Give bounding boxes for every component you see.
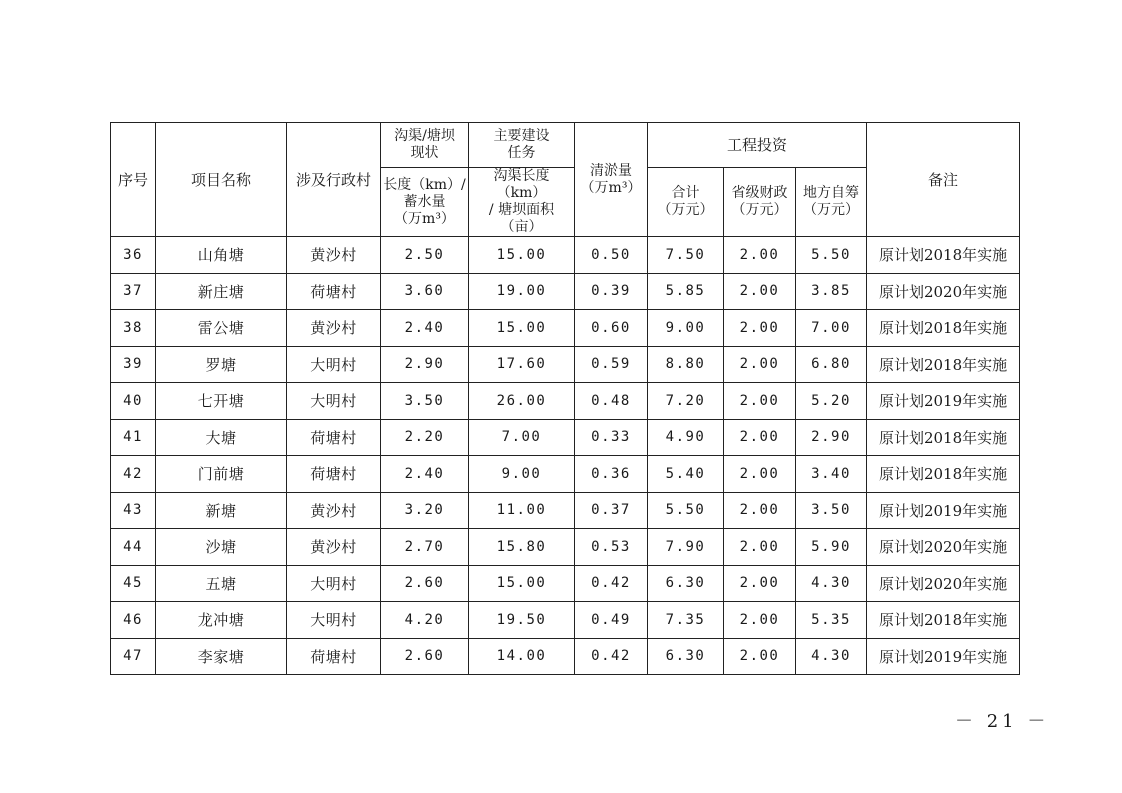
cell-dredge: 0.50 (575, 237, 648, 274)
cell-remark: 原计划2020年实施 (867, 529, 1020, 566)
cell-status: 2.40 (381, 456, 469, 493)
cell-invest-local: 3.50 (796, 492, 867, 529)
cell-dredge: 0.42 (575, 565, 648, 602)
cell-project-name: 大塘 (156, 419, 287, 456)
cell-status: 2.60 (381, 638, 469, 675)
cell-project-name: 龙冲塘 (156, 602, 287, 639)
cell-invest-province: 2.00 (724, 237, 796, 274)
header-status-sub: 长度（km）/ 蓄水量 （万m³） (381, 168, 469, 237)
cell-invest-total: 5.50 (648, 492, 724, 529)
table-body (111, 237, 1020, 675)
cell-dredge: 0.39 (575, 273, 648, 310)
cell-invest-local: 5.90 (796, 529, 867, 566)
cell-village: 黄沙村 (287, 237, 381, 274)
table-row (111, 602, 1020, 639)
cell-invest-province: 2.00 (724, 565, 796, 602)
cell-seq: 45 (111, 565, 156, 602)
cell-status: 3.50 (381, 383, 469, 420)
header-task-group: 主要建设 任务 (469, 123, 575, 168)
table-row (111, 419, 1020, 456)
cell-invest-total: 7.50 (648, 237, 724, 274)
cell-village: 大明村 (287, 383, 381, 420)
cell-remark: 原计划2018年实施 (867, 602, 1020, 639)
table-row (111, 492, 1020, 529)
cell-project-name: 新塘 (156, 492, 287, 529)
cell-seq: 36 (111, 237, 156, 274)
cell-project-name: 山角塘 (156, 237, 287, 274)
cell-remark: 原计划2020年实施 (867, 273, 1020, 310)
cell-remark: 原计划2018年实施 (867, 237, 1020, 274)
cell-invest-local: 4.30 (796, 565, 867, 602)
table-row (111, 456, 1020, 493)
header-dredge: 清淤量 （万m³） (575, 123, 648, 237)
cell-invest-province: 2.00 (724, 456, 796, 493)
header-village: 涉及行政村 (287, 123, 381, 237)
cell-invest-local: 4.30 (796, 638, 867, 675)
cell-invest-local: 2.90 (796, 419, 867, 456)
cell-task: 9.00 (469, 456, 575, 493)
cell-task: 17.60 (469, 346, 575, 383)
cell-status: 4.20 (381, 602, 469, 639)
cell-village: 荷塘村 (287, 273, 381, 310)
header-seq: 序号 (111, 123, 156, 237)
cell-project-name: 五塘 (156, 565, 287, 602)
cell-invest-local: 5.50 (796, 237, 867, 274)
cell-invest-total: 4.90 (648, 419, 724, 456)
cell-invest-total: 6.30 (648, 565, 724, 602)
cell-village: 荷塘村 (287, 456, 381, 493)
cell-invest-total: 7.90 (648, 529, 724, 566)
cell-task: 15.00 (469, 237, 575, 274)
cell-project-name: 沙塘 (156, 529, 287, 566)
cell-dredge: 0.33 (575, 419, 648, 456)
cell-dredge: 0.36 (575, 456, 648, 493)
cell-invest-province: 2.00 (724, 419, 796, 456)
cell-task: 11.00 (469, 492, 575, 529)
cell-project-name: 七开塘 (156, 383, 287, 420)
cell-invest-province: 2.00 (724, 529, 796, 566)
cell-status: 3.20 (381, 492, 469, 529)
cell-task: 15.00 (469, 565, 575, 602)
cell-village: 黄沙村 (287, 492, 381, 529)
cell-invest-province: 2.00 (724, 383, 796, 420)
header-status-group: 沟渠/塘坝 现状 (381, 123, 469, 168)
header-project-name: 项目名称 (156, 123, 287, 237)
cell-invest-province: 2.00 (724, 346, 796, 383)
cell-invest-local: 7.00 (796, 310, 867, 347)
cell-seq: 40 (111, 383, 156, 420)
cell-invest-local: 5.35 (796, 602, 867, 639)
cell-seq: 41 (111, 419, 156, 456)
cell-remark: 原计划2019年实施 (867, 383, 1020, 420)
cell-invest-total: 6.30 (648, 638, 724, 675)
cell-task: 14.00 (469, 638, 575, 675)
cell-invest-province: 2.00 (724, 492, 796, 529)
cell-status: 2.60 (381, 565, 469, 602)
table-row (111, 346, 1020, 383)
cell-dredge: 0.49 (575, 602, 648, 639)
cell-dredge: 0.42 (575, 638, 648, 675)
cell-project-name: 新庄塘 (156, 273, 287, 310)
table-row (111, 383, 1020, 420)
cell-invest-total: 5.85 (648, 273, 724, 310)
cell-remark: 原计划2019年实施 (867, 492, 1020, 529)
cell-invest-total: 7.20 (648, 383, 724, 420)
header-task-sub: 沟渠长度（km） / 塘坝面积 （亩） (469, 168, 575, 237)
cell-remark: 原计划2018年实施 (867, 310, 1020, 347)
table-row (111, 310, 1020, 347)
cell-invest-local: 3.85 (796, 273, 867, 310)
cell-dredge: 0.60 (575, 310, 648, 347)
cell-remark: 原计划2018年实施 (867, 456, 1020, 493)
cell-village: 大明村 (287, 602, 381, 639)
table-row (111, 565, 1020, 602)
table-row (111, 529, 1020, 566)
cell-task: 15.80 (469, 529, 575, 566)
cell-seq: 44 (111, 529, 156, 566)
cell-invest-total: 7.35 (648, 602, 724, 639)
header-invest-province: 省级财政 （万元） (724, 168, 796, 237)
cell-remark: 原计划2018年实施 (867, 346, 1020, 383)
header-invest-group: 工程投资 (648, 123, 867, 168)
cell-seq: 38 (111, 310, 156, 347)
cell-dredge: 0.59 (575, 346, 648, 383)
cell-seq: 46 (111, 602, 156, 639)
cell-village: 黄沙村 (287, 529, 381, 566)
cell-invest-province: 2.00 (724, 602, 796, 639)
cell-task: 7.00 (469, 419, 575, 456)
cell-invest-province: 2.00 (724, 310, 796, 347)
cell-invest-total: 9.00 (648, 310, 724, 347)
header-invest-total: 合计 （万元） (648, 168, 724, 237)
header-remark: 备注 (867, 123, 1020, 237)
cell-status: 2.50 (381, 237, 469, 274)
cell-task: 19.50 (469, 602, 575, 639)
table-row (111, 273, 1020, 310)
cell-invest-local: 3.40 (796, 456, 867, 493)
cell-status: 2.70 (381, 529, 469, 566)
cell-remark: 原计划2020年实施 (867, 565, 1020, 602)
cell-invest-province: 2.00 (724, 273, 796, 310)
cell-status: 2.90 (381, 346, 469, 383)
cell-dredge: 0.53 (575, 529, 648, 566)
header-invest-local: 地方自筹 （万元） (796, 168, 867, 237)
cell-village: 荷塘村 (287, 419, 381, 456)
cell-village: 大明村 (287, 346, 381, 383)
cell-remark: 原计划2018年实施 (867, 419, 1020, 456)
cell-dredge: 0.37 (575, 492, 648, 529)
cell-status: 2.40 (381, 310, 469, 347)
cell-project-name: 门前塘 (156, 456, 287, 493)
cell-village: 荷塘村 (287, 638, 381, 675)
cell-seq: 43 (111, 492, 156, 529)
cell-project-name: 雷公塘 (156, 310, 287, 347)
cell-status: 3.60 (381, 273, 469, 310)
cell-seq: 47 (111, 638, 156, 675)
table-row (111, 638, 1020, 675)
project-table (110, 122, 1020, 675)
cell-remark: 原计划2019年实施 (867, 638, 1020, 675)
page-number: － 21 － (955, 711, 1050, 732)
cell-seq: 42 (111, 456, 156, 493)
cell-invest-local: 5.20 (796, 383, 867, 420)
cell-village: 黄沙村 (287, 310, 381, 347)
cell-seq: 37 (111, 273, 156, 310)
cell-invest-total: 5.40 (648, 456, 724, 493)
cell-task: 15.00 (469, 310, 575, 347)
cell-task: 19.00 (469, 273, 575, 310)
cell-invest-province: 2.00 (724, 638, 796, 675)
table-header-row-1 (111, 123, 1020, 168)
cell-dredge: 0.48 (575, 383, 648, 420)
cell-project-name: 罗塘 (156, 346, 287, 383)
cell-status: 2.20 (381, 419, 469, 456)
cell-task: 26.00 (469, 383, 575, 420)
cell-seq: 39 (111, 346, 156, 383)
table-row (111, 237, 1020, 274)
cell-village: 大明村 (287, 565, 381, 602)
cell-project-name: 李家塘 (156, 638, 287, 675)
cell-invest-total: 8.80 (648, 346, 724, 383)
cell-invest-local: 6.80 (796, 346, 867, 383)
